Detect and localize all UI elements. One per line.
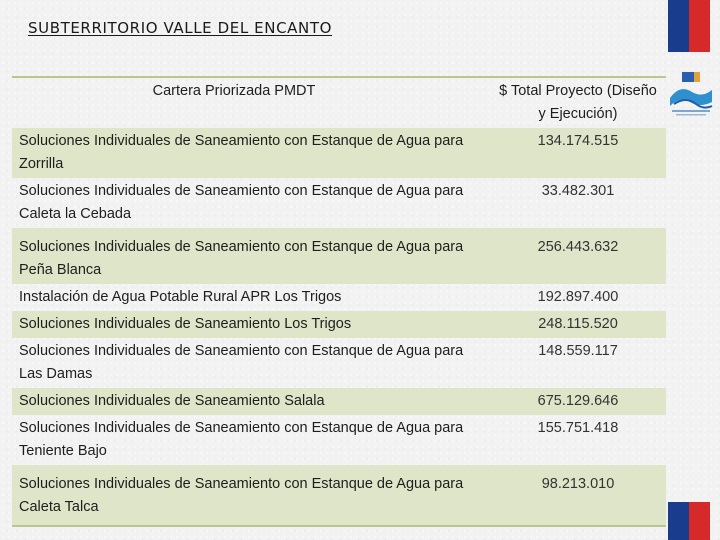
header-cartera: Cartera Priorizada PMDT xyxy=(12,77,489,128)
table-header-row xyxy=(12,77,666,128)
flag-stripe-top xyxy=(668,0,710,52)
project-name: Soluciones Individuales de Saneamiento Salala xyxy=(12,388,489,415)
project-amount: 256.443.632 xyxy=(489,228,666,284)
header-total: $ Total Proyecto (Diseño y Ejecución) xyxy=(489,77,666,128)
table-row xyxy=(12,465,666,526)
table-row xyxy=(12,178,666,228)
table-row xyxy=(12,128,666,178)
flag-stripe-bottom xyxy=(668,502,710,540)
table-row xyxy=(12,415,666,465)
project-name: Soluciones Individuales de Saneamiento Los Trigos xyxy=(12,311,489,338)
project-amount: 675.129.646 xyxy=(489,388,666,415)
table-row xyxy=(12,338,666,388)
project-name: Soluciones Individuales de Saneamiento con Estanque de Agua para Zorrilla xyxy=(12,128,489,178)
project-amount: 155.751.418 xyxy=(537,420,619,436)
project-amount: 134.174.515 xyxy=(489,128,666,178)
table-row xyxy=(12,228,666,284)
project-name: Soluciones Individuales de Saneamiento con Estanque de Agua para Caleta Talca xyxy=(12,465,489,526)
project-amount: 192.897.400 xyxy=(537,289,619,305)
project-name: Soluciones Individuales de Saneamiento con Estanque de Agua para Caleta la Cebada xyxy=(19,183,464,222)
project-name: Soluciones Individuales de Saneamiento con Estanque de Agua para Peña Blanca xyxy=(12,228,489,284)
projects-table xyxy=(12,76,666,527)
project-amount: 148.559.117 xyxy=(538,343,618,359)
table-row xyxy=(12,311,666,338)
project-amount: 33.482.301 xyxy=(541,183,615,199)
project-name: Soluciones Individuales de Saneamiento con Estanque de Agua para Las Damas xyxy=(19,343,464,382)
page-title: SUBTERRITORIO VALLE DEL ENCANTO xyxy=(28,19,332,37)
project-name: Instalación de Agua Potable Rural APR Los Trigos xyxy=(19,289,342,305)
government-logo xyxy=(666,68,716,120)
project-amount: 248.115.520 xyxy=(489,311,666,338)
table-row xyxy=(12,284,666,311)
project-name: Soluciones Individuales de Saneamiento con Estanque de Agua para Teniente Bajo xyxy=(19,420,464,459)
table-row xyxy=(12,388,666,415)
project-amount: 98.213.010 xyxy=(489,465,666,526)
